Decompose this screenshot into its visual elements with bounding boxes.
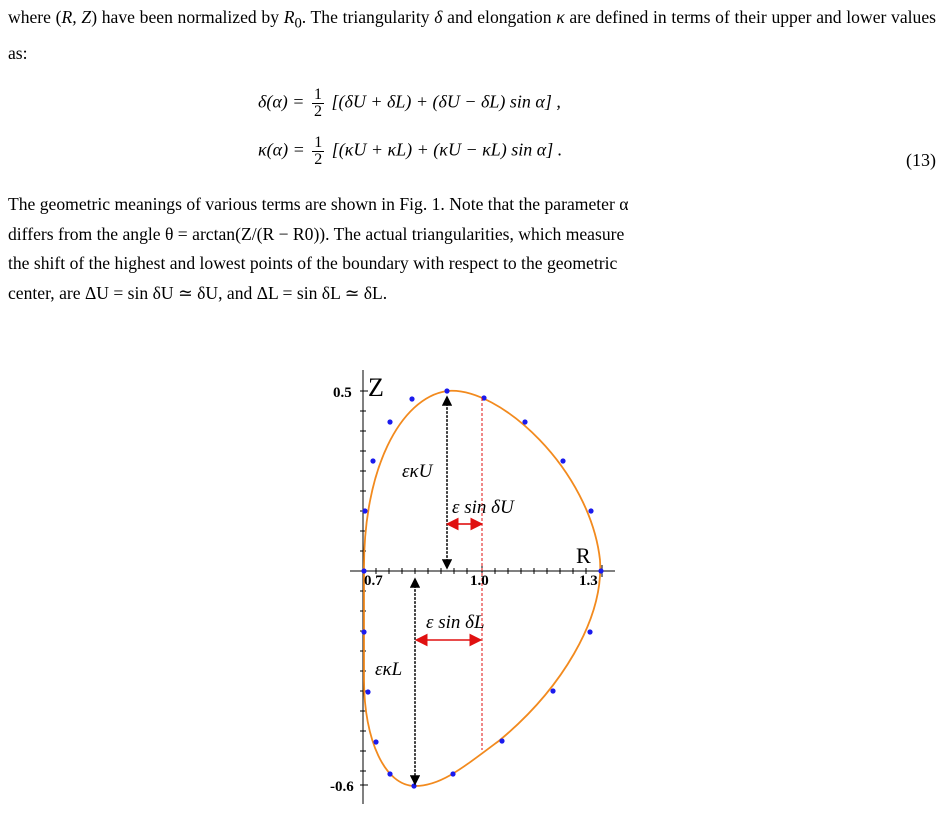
tick-x-1: 1.0: [470, 573, 489, 589]
frac-num: 1: [314, 134, 323, 151]
math-subscript: 0: [294, 15, 302, 32]
r-axis-label: R: [576, 543, 591, 568]
text-fragment: . The triangularity: [301, 7, 435, 27]
equation-number: (13): [906, 150, 936, 170]
text-line: The geometric meanings of various terms are shown in Fig. 1. Note that the parameter α: [8, 194, 629, 214]
frac-den: 2: [313, 103, 322, 120]
eq-rhs: [(δU + δL) + (δU − δL) sin α] ,: [331, 91, 561, 112]
label-kappa-l: εκL: [375, 659, 403, 680]
label-kappa-u: εκU: [402, 461, 433, 482]
eq-rhs: [(κU + κL) + (κU − κL) sin α] .: [331, 139, 563, 160]
text-line: differs from the angle θ = arctan(Z/(R − R0)). The actual triangularities, which measure: [8, 223, 625, 244]
text-line: center, are ΔU = sin δU ≃ δU, and ΔL = sin δL ≃ δL.: [8, 282, 388, 303]
tick-x-0: 0.7: [364, 573, 383, 589]
text-fragment: are defined in terms of their upper and lower values as:: [8, 7, 936, 64]
text-fragment: where (: [8, 7, 62, 27]
tick-y-top: 0.5: [333, 385, 352, 401]
z-axis-label: Z: [368, 373, 384, 402]
frac-den: 2: [314, 151, 323, 168]
text-fragment: ) have been normalized by: [91, 7, 284, 27]
math-r: R: [283, 7, 295, 27]
eq-lhs: δ(α) =: [258, 91, 305, 112]
tick-x-2: 1.3: [579, 573, 598, 589]
text-fragment: and elongation: [442, 7, 557, 27]
math-delta: δ: [434, 7, 443, 27]
eq-lhs: κ(α) =: [258, 139, 305, 160]
math-kappa: κ: [556, 7, 565, 27]
math-rz: R, Z: [61, 7, 92, 27]
tick-y-bottom: -0.6: [330, 779, 354, 795]
frac-num: 1: [313, 86, 322, 103]
label-sin-delta-u: ε sin δU: [452, 497, 514, 518]
label-sin-delta-l: ε sin δL: [426, 612, 485, 633]
text-line: the shift of the highest and lowest points of the boundary with respect to the geometric: [8, 253, 618, 273]
